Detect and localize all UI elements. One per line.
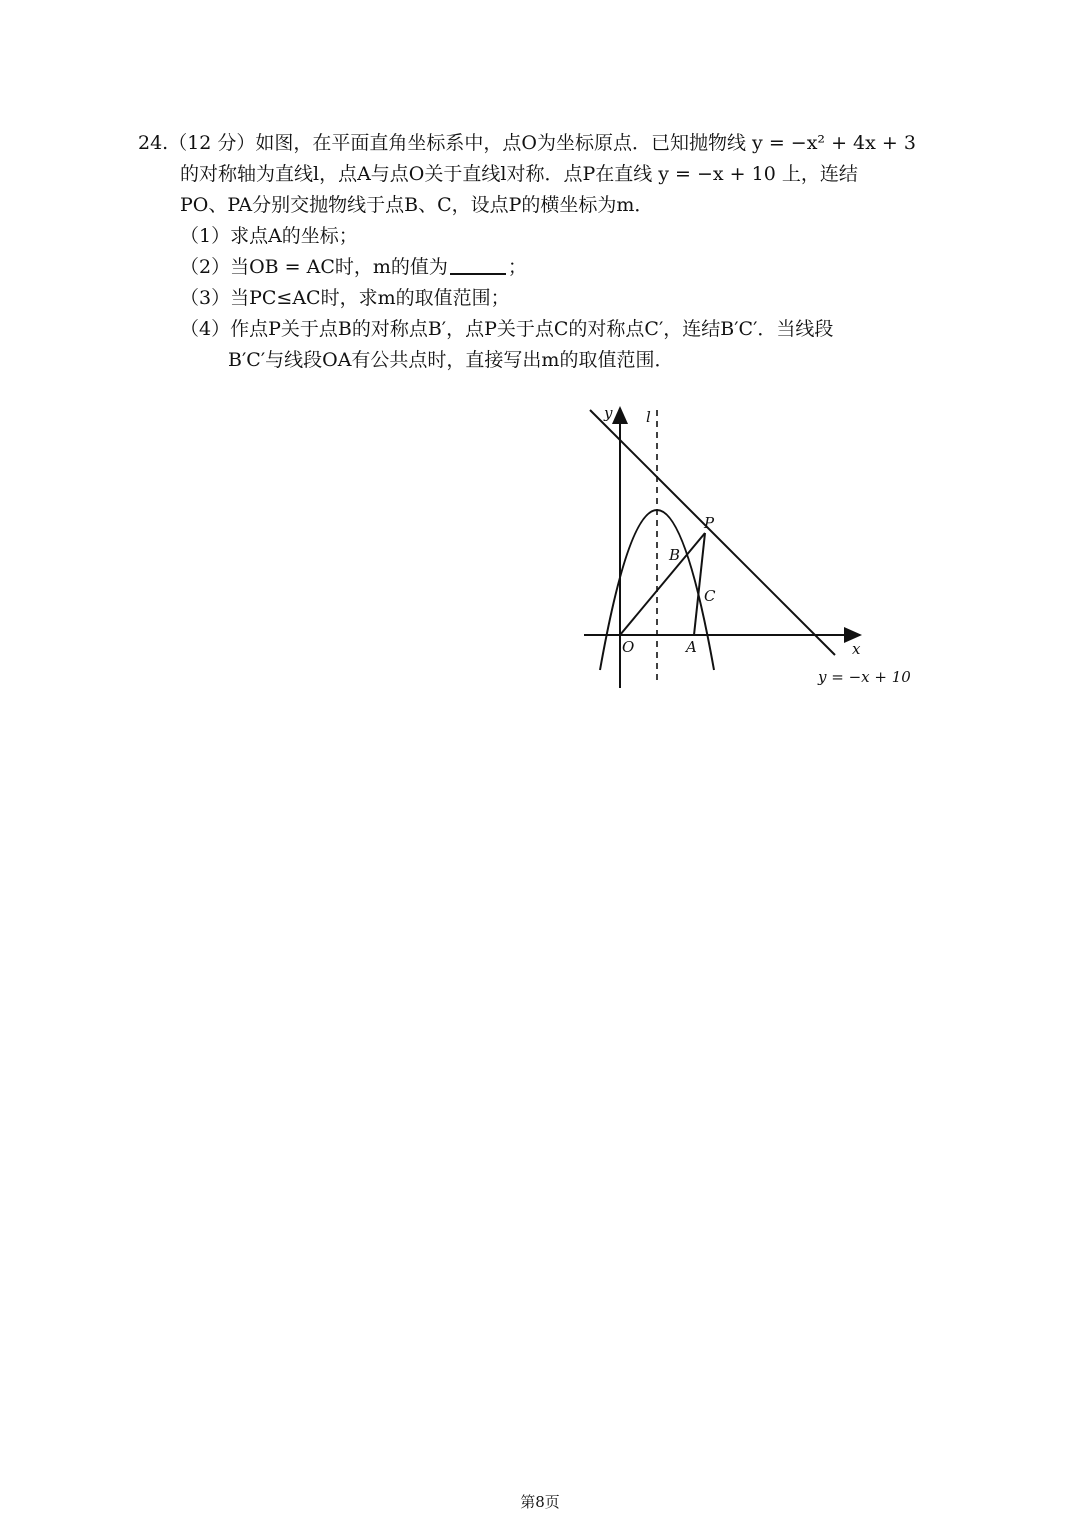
part-2-text: （2）当OB = AC时，m的值为 [180,256,448,278]
label-P: P [704,514,715,532]
part-2 [138,252,958,283]
question-stem-line-1: 24.（12 分）如图，在平面直角坐标系中，点O为坐标原点．已知抛物线 y = −x² + 4x + 3 [138,132,916,154]
label-C: C [704,587,716,605]
segment-PO [620,533,705,635]
label-O: O [622,638,635,656]
label-y: y [604,404,613,422]
coordinate-figure [560,398,920,698]
label-A: A [686,638,697,656]
part-4-line-2: B′C′与线段OA有公共点时，直接写出m的取值范围． [228,349,674,371]
part-1: （1）求点A的坐标； [180,225,358,247]
label-x: x [852,640,861,658]
answer-blank [450,255,506,275]
label-line-equation: y = −x + 10 [818,668,911,686]
question-stem-line-2: 的对称轴为直线l，点A与点O关于直线l对称．点P在直线 y = −x + 10 上，连结 [180,163,858,185]
label-B: B [669,546,681,564]
part-3: （3）当PC≤AC时，求m的取值范围； [180,287,510,309]
figure-svg [560,398,920,698]
question-stem-line-3: PO、PA分别交抛物线于点B、C，设点P的横坐标为m． [180,194,654,216]
part-2-end: ； [507,256,527,278]
question-24 [138,128,958,376]
page-number: 第8页 [520,1493,560,1511]
part-4-line-1: （4）作点P关于点B的对称点B′，点P关于点C的对称点C′，连结B′C′．当线段 [180,318,834,340]
line-y-neg-x-plus-10 [590,410,835,655]
label-l: l [646,408,651,426]
